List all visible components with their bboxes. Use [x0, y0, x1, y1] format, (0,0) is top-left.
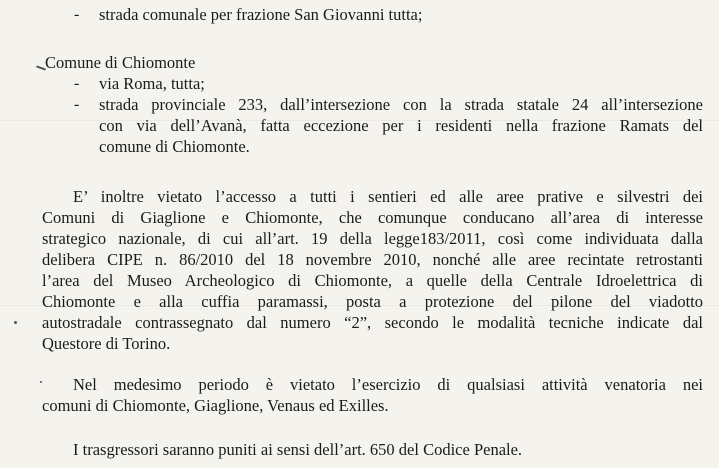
- list-marker: -: [74, 96, 80, 113]
- ink-speck: [40, 381, 42, 383]
- paragraph-1-line-6: Chiomonte e alla cuffia paramassi, posta a protezione del pilone del viadotto: [42, 292, 703, 311]
- section-heading-chiomonte: Comune di Chiomonte: [45, 53, 196, 72]
- paragraph-1-line-8: Questore di Torino.: [42, 334, 171, 353]
- paragraph-2-line-1: Nel medesimo periodo è vietato l’esercizio di qualsiasi attività venatoria nei: [73, 375, 703, 394]
- list-item-strada-comunale: strada comunale per frazione San Giovanni tutta;: [99, 5, 423, 24]
- paragraph-3-line-1: I trasgressori saranno puniti ai sensi dell’art. 650 del Codice Penale.: [73, 440, 523, 459]
- list-item-strada-provinciale-line3: comune di Chiomonte.: [99, 137, 250, 156]
- paragraph-1-line-7: autostradale contrassegnato dal numero “2”, secondo le modalità tecniche indicate dal: [42, 313, 703, 332]
- list-marker: -: [74, 6, 80, 23]
- paragraph-2-line-2: comuni di Chiomonte, Giaglione, Venaus ed Exilles.: [42, 396, 389, 415]
- list-item-strada-provinciale-line1: strada provinciale 233, dall’intersezione con la strada statale 24 all’intersezione: [99, 95, 703, 114]
- ink-speck: [14, 321, 17, 324]
- paragraph-1-line-4: delibera CIPE n. 86/2010 del 18 novembre 2010, nonché alle aree recintate retrostanti: [42, 250, 703, 269]
- paragraph-1-line-2: Comuni di Giaglione e Chiomonte, che comunque conducano all’area di interesse: [42, 208, 703, 227]
- paragraph-1-line-1: E’ inoltre vietato l’accesso a tutti i sentieri ed alle aree prative e silvestri dei: [73, 187, 703, 206]
- paragraph-1-line-3: strategico nazionale, di cui all’art. 19 della legge183/2011, così come individuata dalla: [42, 229, 703, 248]
- list-marker: -: [74, 75, 80, 92]
- paragraph-1-line-5: l’area del Museo Archeologico di Chiomonte, a quelle della Centrale Idroelettrica di: [42, 271, 703, 290]
- list-item-via-roma: via Roma, tutta;: [99, 74, 205, 93]
- list-item-strada-provinciale-line2: con via dell’Avanà, fatta eccezione per i residenti nella frazione Ramats del: [99, 116, 703, 135]
